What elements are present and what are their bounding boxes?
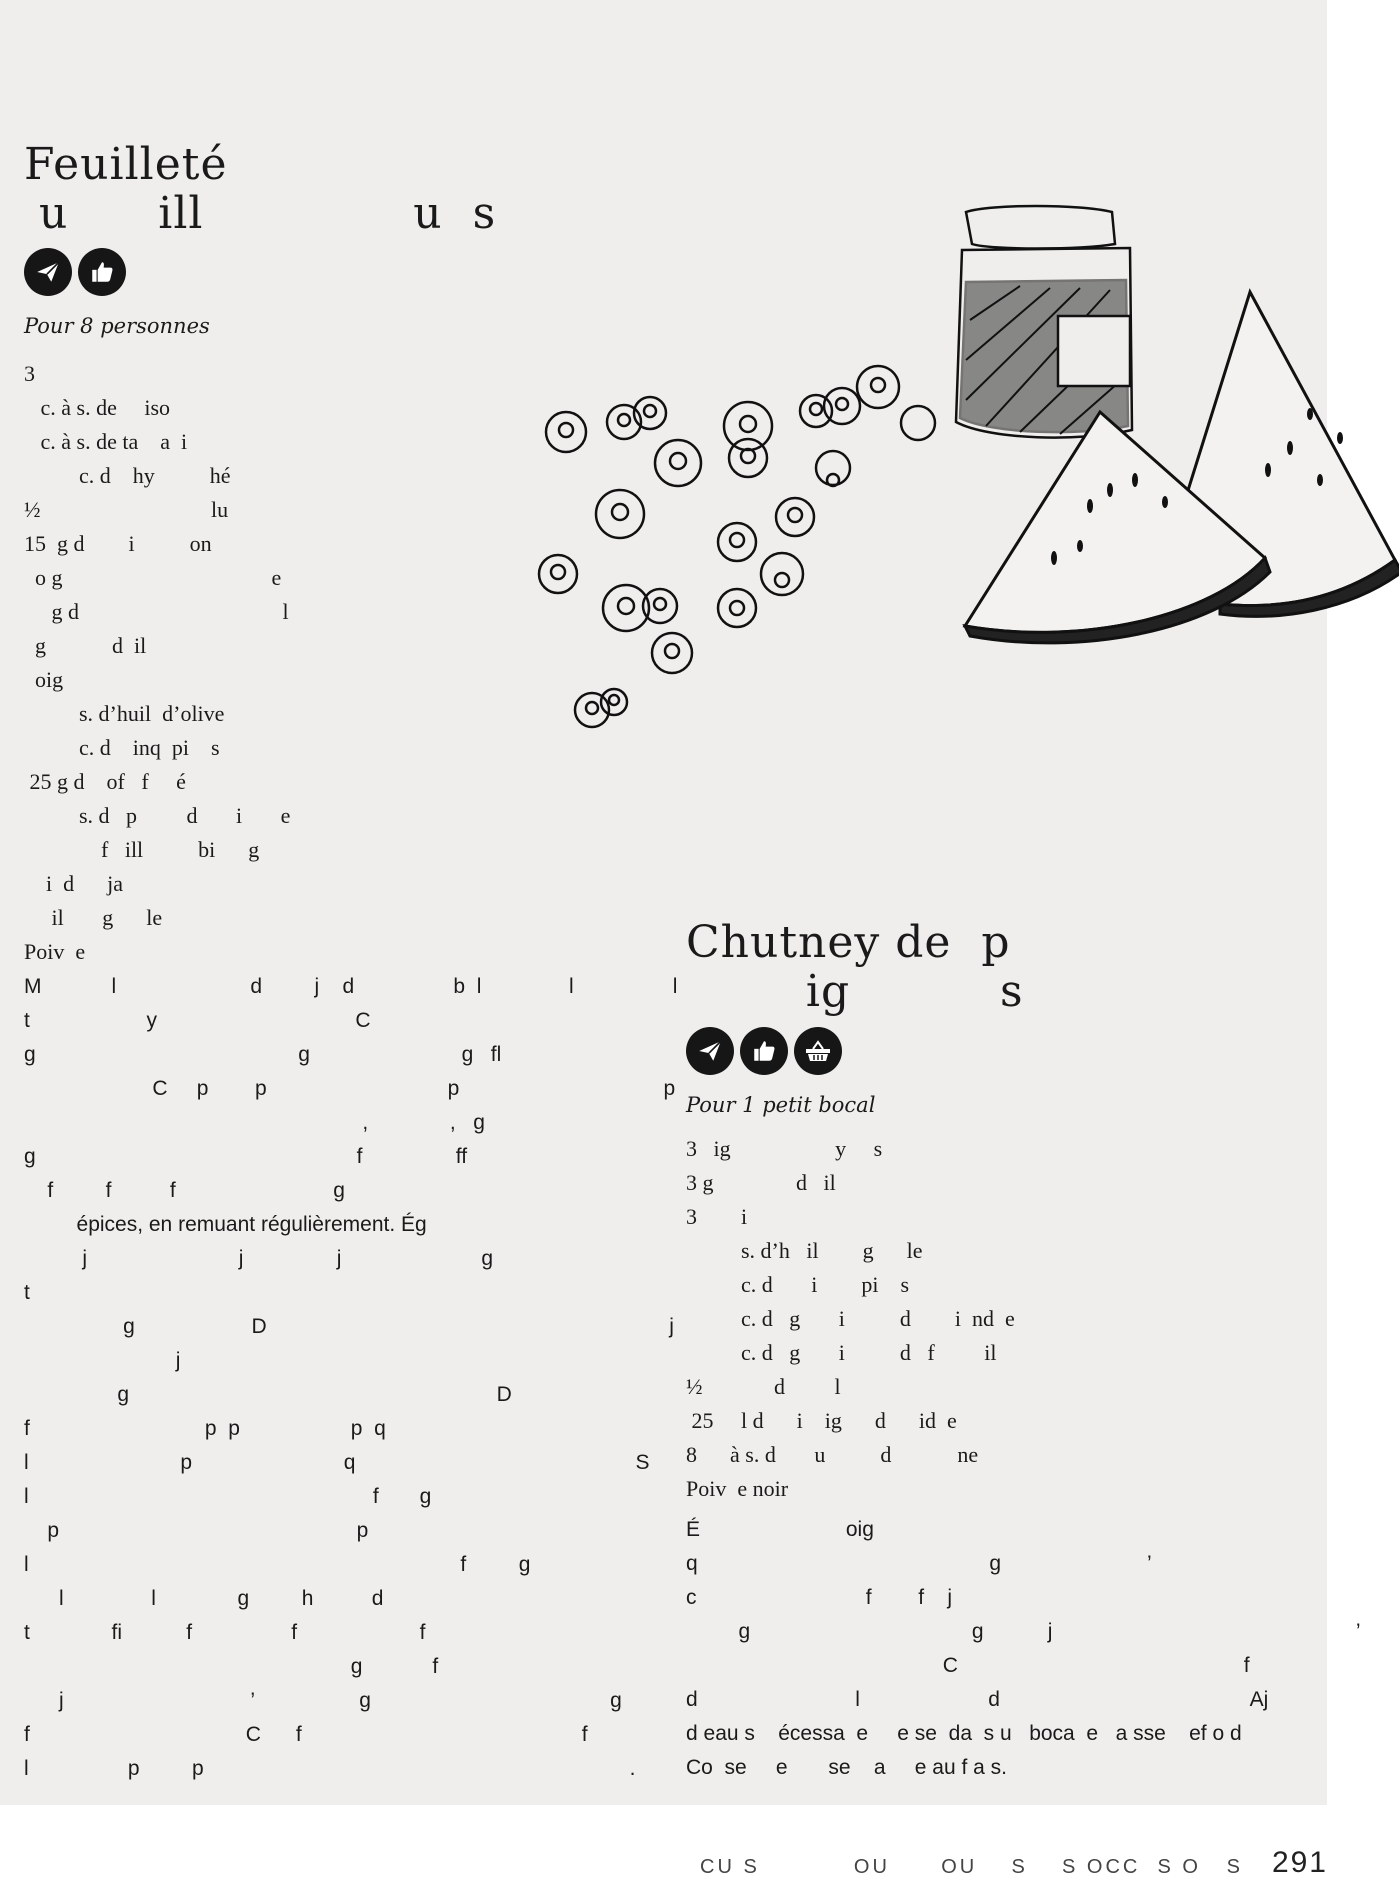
step-line: g g j ’ <box>686 1620 1361 1643</box>
recipe1-icons <box>24 248 126 296</box>
ingredient-item: 3 i <box>686 1204 748 1229</box>
page-number: 291 <box>1271 1846 1328 1879</box>
step-line: l p q S <box>24 1451 650 1474</box>
recipe2-title: Chutney de p ig s <box>686 917 1024 1017</box>
blueberry-icon <box>539 366 935 727</box>
ingredient-item: 25 l d i ig d id e <box>686 1408 957 1433</box>
page-footer <box>700 1846 1328 1880</box>
step-line: C f <box>686 1654 1250 1677</box>
paper-plane-icon <box>24 248 72 296</box>
step-line: Co se e se a e au f a s. <box>686 1756 1007 1779</box>
fruit-illustration <box>520 190 1399 750</box>
recipe2-ingredients <box>686 1132 1015 1506</box>
step-line: , , g <box>24 1111 485 1134</box>
step-line: É oig <box>686 1518 874 1541</box>
step-line: l p p . <box>24 1757 636 1780</box>
ingredient-item: s. d’h il g le <box>686 1238 923 1263</box>
ingredient-item: 3 <box>24 361 35 386</box>
step-line: t <box>24 1281 30 1304</box>
ingredient-item: 15 g d i on <box>24 531 212 556</box>
ingredient-item: i d ja <box>24 871 123 896</box>
ingredient-item: c. à s. de ta a i <box>24 429 188 454</box>
ingredient-item: o g e <box>24 565 282 590</box>
ingredient-item: c. d inq pi s <box>24 735 220 760</box>
step-line: g D <box>24 1383 512 1406</box>
step-line: p p <box>24 1519 369 1542</box>
step-line: d l d Aj <box>686 1688 1269 1711</box>
ingredient-item: g d l <box>24 599 289 624</box>
recipe1-title: Feuilleté u ill u s <box>24 139 497 239</box>
ingredient-item: 25 g d of f é <box>24 769 186 794</box>
ingredient-item: s. d’huil d’olive <box>24 701 225 726</box>
ingredient-item: 8 à s. d u d ne <box>686 1442 979 1467</box>
step-line: f f f g <box>24 1179 345 1202</box>
step-line: f C f f <box>24 1723 588 1746</box>
ingredient-item: ½ d l <box>686 1374 841 1399</box>
thumbs-up-icon <box>740 1027 788 1075</box>
step-line: M l d j d b l l l <box>24 975 678 998</box>
step-line: l f g <box>24 1553 531 1576</box>
recipe1-ingredients <box>24 357 290 969</box>
step-line: c f f j <box>686 1586 953 1609</box>
step-line: j ’ g g <box>24 1689 622 1712</box>
ingredient-item: c. d i pi s <box>686 1272 910 1297</box>
ingredient-item: Poiv e noir <box>686 1476 789 1501</box>
recipe2-servings: Pour 1 petit bocal <box>686 1093 876 1117</box>
footer-section-title: CU S OU OU S S OCC S O S <box>700 1856 1243 1878</box>
ingredient-item: c. d g i d i nd e <box>686 1306 1015 1331</box>
recipe1-servings: Pour 8 personnes <box>24 314 210 338</box>
paper-plane-icon <box>686 1027 734 1075</box>
ingredient-item: s. d p d i e <box>24 803 291 828</box>
step-line: g f ff <box>24 1145 468 1168</box>
step-line: g g g fl <box>24 1043 502 1066</box>
step-line: C p p p p <box>24 1077 676 1100</box>
step-line: g f <box>24 1655 439 1678</box>
ingredient-item: oig <box>24 667 64 692</box>
step-line: q g ’ <box>686 1552 1152 1575</box>
ingredient-item: Poiv e <box>24 939 86 964</box>
ingredient-item: f ill bi g <box>24 837 260 862</box>
step-line: j j j g <box>24 1247 494 1270</box>
step-line: j <box>24 1349 181 1372</box>
step-line: t y C <box>24 1009 371 1032</box>
step-line: t fi f f f <box>24 1621 426 1644</box>
ingredient-item: il g le <box>24 905 163 930</box>
thumbs-up-icon <box>78 248 126 296</box>
ingredient-item: c. d g i d f il <box>686 1340 997 1365</box>
ingredient-item: c. d hy hé <box>24 463 231 488</box>
ingredient-item: 3 ig y s <box>686 1136 883 1161</box>
step-line: l f g <box>24 1485 432 1508</box>
jar-icon <box>956 206 1132 438</box>
ingredient-item: 3 g d il <box>686 1170 836 1195</box>
step-line: l l g h d <box>24 1587 384 1610</box>
step-line: g D j <box>24 1315 674 1338</box>
recipe2-icons <box>686 1027 842 1075</box>
ingredient-item: c. à s. de iso <box>24 395 171 420</box>
step-line: épices, en remuant régulièrement. Ég <box>24 1213 427 1236</box>
basket-icon <box>794 1027 842 1075</box>
step-line: d eau s écessa e e se da s u boca e a sse ef o d <box>686 1722 1242 1745</box>
ingredient-item: ½ lu <box>24 497 229 522</box>
recipe2-steps <box>686 1513 1360 1785</box>
recipe1-steps <box>24 970 677 1786</box>
step-line: f p p p q <box>24 1417 386 1440</box>
ingredient-item: g d il <box>24 633 147 658</box>
